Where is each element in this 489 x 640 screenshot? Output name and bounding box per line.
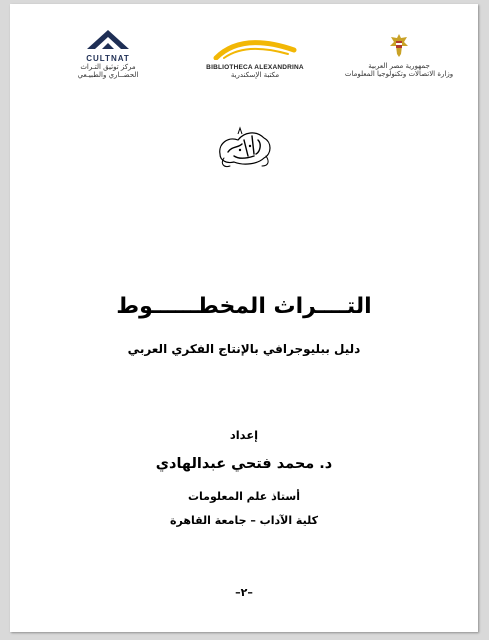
page-number: –٢– (235, 586, 253, 599)
bibalex-english-name: BIBLIOTHECA ALEXANDRINA (206, 64, 304, 71)
author-faculty: كلية الآداب – جامعة القاهرة (170, 514, 318, 527)
cultnat-arabic-line2: الحضــاري والطبيـعي (77, 71, 139, 79)
bibalex-arc-icon (212, 36, 298, 60)
cultnat-logo (62, 28, 154, 79)
ministry-arabic-line2: وزارة الاتصالات وتكنولوجيا المعلومات (344, 70, 454, 78)
egypt-eagle-icon (387, 32, 411, 58)
document-page (10, 4, 478, 632)
author-name: د. محمد فتحي عبدالهادي (155, 456, 333, 472)
ministry-logo (344, 32, 454, 78)
bibalex-arabic-name: مكتبة الإسكندرية (230, 71, 280, 79)
cultnat-mountain-icon (85, 28, 131, 50)
bibalex-logo (200, 36, 310, 79)
author-position: أستاذ علم المعلومات (187, 490, 300, 503)
cultnat-arabic-line1: مركز توثيق التـراث (80, 63, 136, 71)
ministry-arabic-line1: جمهورية مصر العربية (368, 62, 430, 70)
document-title: التــــراث المخطــــــوط (116, 294, 372, 319)
document-subtitle: دليل ببليوجرافي بالإنتاج الفكري العربي (127, 342, 361, 356)
calligraphy-seal-icon (214, 126, 276, 172)
cultnat-title: CULTNAT (86, 54, 130, 63)
prepared-by-label: إعداد (229, 428, 259, 442)
